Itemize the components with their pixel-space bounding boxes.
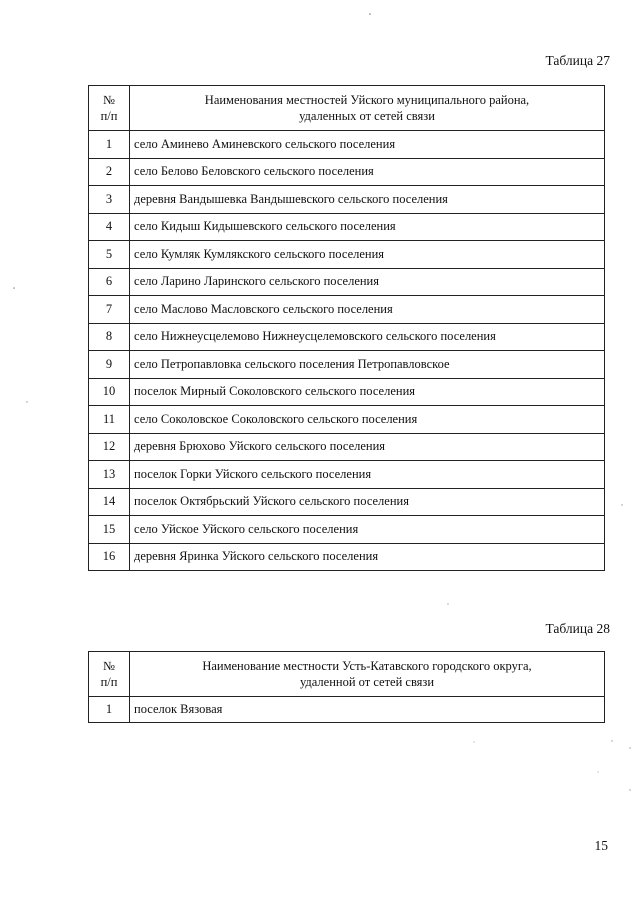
table-row	[89, 378, 605, 406]
locality-name: село Уйское Уйского сельского поселения	[130, 516, 605, 544]
table-row	[89, 268, 605, 296]
locality-name: поселок Горки Уйского сельского поселения	[130, 461, 605, 489]
table-27	[88, 85, 605, 571]
header-title-line-2: удаленных от сетей связи	[299, 109, 435, 123]
locality-name: село Белово Беловского сельского поселения	[130, 158, 605, 186]
header-title-line-2: удаленной от сетей связи	[299, 675, 435, 689]
locality-name: поселок Мирный Соколовского сельского поселения	[130, 378, 605, 406]
header-title-line-1: Наименование местности Усть-Катавского городского округа,	[202, 659, 532, 673]
row-number: 12	[89, 433, 130, 461]
table-row	[89, 406, 605, 434]
table-row	[89, 323, 605, 351]
table-28	[88, 651, 605, 723]
row-number: 7	[89, 296, 130, 324]
row-number: 3	[89, 186, 130, 214]
row-number: 2	[89, 158, 130, 186]
number-column-header	[89, 652, 130, 697]
table-row	[89, 461, 605, 489]
locality-name: село Аминево Аминевского сельского поселения	[130, 131, 605, 159]
row-number: 4	[89, 213, 130, 241]
number-symbol: №	[103, 659, 115, 673]
locality-name: село Петропавловка сельского поселения Петропавловское	[130, 351, 605, 379]
locality-name: село Маслово Масловского сельского поселения	[130, 296, 605, 324]
locality-name: поселок Вязовая	[130, 697, 605, 723]
table-row	[89, 433, 605, 461]
table-28-caption: Таблица 28	[545, 621, 610, 636]
table-row	[89, 186, 605, 214]
number-column-header	[89, 86, 130, 131]
table-header-row	[89, 652, 605, 697]
row-number: 14	[89, 488, 130, 516]
table-row	[89, 158, 605, 186]
locality-name: село Соколовское Соколовского сельского поселения	[130, 406, 605, 434]
locality-name: деревня Брюхово Уйского сельского поселения	[130, 433, 605, 461]
row-number: 11	[89, 406, 130, 434]
table-row	[89, 241, 605, 269]
locality-name: село Нижнеусцелемово Нижнеусцелемовского сельского поселения	[130, 323, 605, 351]
table-header-row	[89, 86, 605, 131]
page-number: 15	[594, 838, 608, 853]
table-row	[89, 488, 605, 516]
row-number: 8	[89, 323, 130, 351]
row-number: 16	[89, 543, 130, 571]
row-number: 5	[89, 241, 130, 269]
row-number: 1	[89, 131, 130, 159]
header-title-line-1: Наименования местностей Уйского муниципального района,	[204, 93, 530, 107]
row-number: 10	[89, 378, 130, 406]
table-row	[89, 697, 605, 723]
name-column-header	[130, 652, 605, 697]
locality-name: село Кидыш Кидышевского сельского поселения	[130, 213, 605, 241]
locality-name: деревня Яринка Уйского сельского поселения	[130, 543, 605, 571]
row-number: 13	[89, 461, 130, 489]
row-number: 6	[89, 268, 130, 296]
locality-name: поселок Октябрьский Уйского сельского поселения	[130, 488, 605, 516]
row-number: 1	[89, 697, 130, 723]
table-row	[89, 213, 605, 241]
table-row	[89, 516, 605, 544]
locality-name: деревня Вандышевка Вандышевского сельского поселения	[130, 186, 605, 214]
number-abbrev: п/п	[100, 675, 118, 689]
name-column-header	[130, 86, 605, 131]
table-row	[89, 351, 605, 379]
table-row	[89, 131, 605, 159]
locality-name: село Кумляк Кумлякского сельского поселения	[130, 241, 605, 269]
table-row	[89, 296, 605, 324]
number-symbol: №	[103, 93, 115, 107]
row-number: 9	[89, 351, 130, 379]
table-row	[89, 543, 605, 571]
table-27-caption: Таблица 27	[545, 53, 610, 68]
row-number: 15	[89, 516, 130, 544]
number-abbrev: п/п	[100, 109, 118, 123]
locality-name: село Ларино Ларинского сельского поселения	[130, 268, 605, 296]
